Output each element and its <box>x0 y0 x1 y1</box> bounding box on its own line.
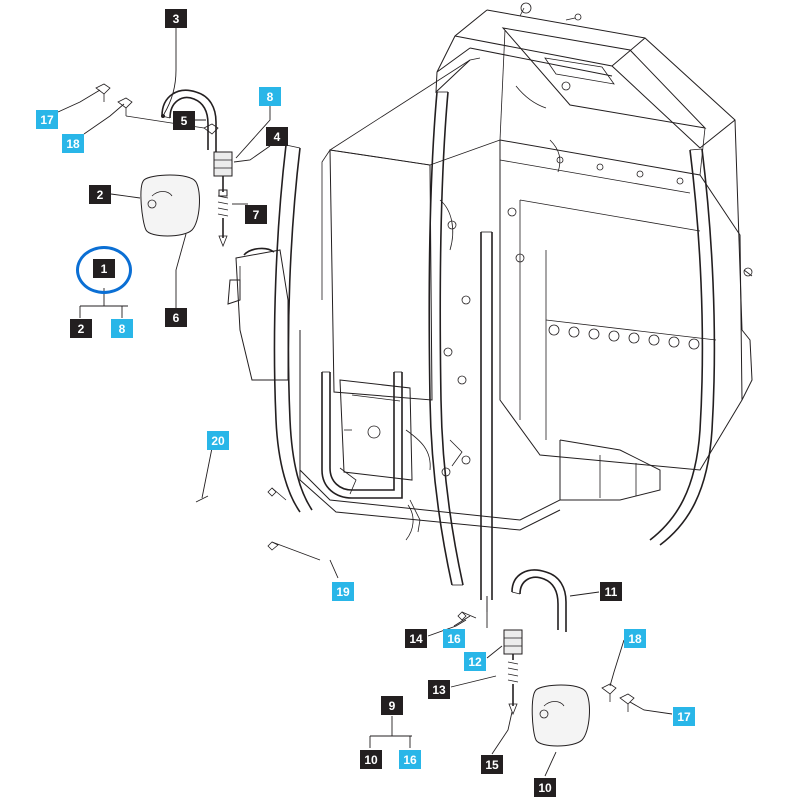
callout-17-right[interactable]: 17 <box>673 707 695 726</box>
callout-16-lower[interactable]: 16 <box>399 750 421 769</box>
callout-16-upper[interactable]: 16 <box>443 629 465 648</box>
callout-10-left[interactable]: 10 <box>360 750 382 769</box>
callout-18-right[interactable]: 18 <box>624 629 646 648</box>
callout-4[interactable]: 4 <box>266 127 288 146</box>
callout-14[interactable]: 14 <box>405 629 427 648</box>
callout-1-selected[interactable]: 1 <box>93 259 115 278</box>
cab-frame-assembly <box>228 3 752 600</box>
loose-fasteners <box>196 488 320 560</box>
callout-20[interactable]: 20 <box>207 431 229 450</box>
left-mirror-assembly <box>96 84 232 246</box>
callout-8-top[interactable]: 8 <box>259 87 281 106</box>
callout-8-lower[interactable]: 8 <box>111 319 133 338</box>
callout-9[interactable]: 9 <box>381 696 403 715</box>
callout-17-left[interactable]: 17 <box>36 110 58 129</box>
callout-5[interactable]: 5 <box>173 111 195 130</box>
callout-10-right[interactable]: 10 <box>534 778 556 797</box>
callout-12[interactable]: 12 <box>464 652 486 671</box>
callout-13[interactable]: 13 <box>428 680 450 699</box>
callout-18-left[interactable]: 18 <box>62 134 84 153</box>
callout-15[interactable]: 15 <box>481 755 503 774</box>
callout-19[interactable]: 19 <box>332 582 354 601</box>
callout-3[interactable]: 3 <box>165 9 187 28</box>
callout-2-upper[interactable]: 2 <box>89 185 111 204</box>
callout-11[interactable]: 11 <box>600 582 622 601</box>
callout-6[interactable]: 6 <box>165 308 187 327</box>
callout-2-lower[interactable]: 2 <box>70 319 92 338</box>
callout-7[interactable]: 7 <box>245 205 267 224</box>
leader-lines <box>58 28 672 776</box>
